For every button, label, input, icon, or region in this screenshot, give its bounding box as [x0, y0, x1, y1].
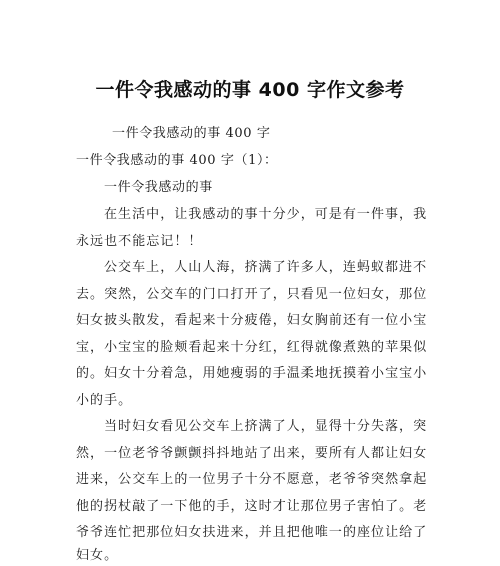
paragraph-line: 妇女披头散发，看起来十分疲倦，妇女胸前还有一位小宝 — [76, 313, 428, 328]
paragraph-line: 爷爷连忙把那位妇女扶进来，并且把他唯一的座位让给了 — [76, 525, 428, 540]
paragraph-line: 然，一位老爷爷颤颤抖抖地站了出来，要所有人都让妇女 — [76, 446, 428, 461]
paragraph-line: 小的手。 — [76, 393, 133, 408]
paragraph-line: 进来，公交车上的一位男子十分不愿意，老爷爷突然拿起 — [76, 472, 428, 487]
paragraph-line: 当时妇女看见公交车上挤满了人，显得十分失落，突 — [104, 419, 428, 434]
paragraph-line: 的。妇女十分着急，用她瘦弱的手温柔地抚摸着小宝宝小 — [76, 366, 428, 381]
paragraph-line: 宝，小宝宝的脸颊看起来十分红，红得就像煮熟的苹果似 — [76, 340, 428, 355]
paragraph-line: 在生活中，让我感动的事十分少，可是有一件事，我 — [104, 207, 428, 222]
document-title: 一件令我感动的事 400 字作文参考 — [95, 79, 405, 101]
essay-title: 一件令我感动的事 — [104, 180, 213, 195]
paragraph-line: 永远也不能忘记！！ — [76, 234, 203, 249]
section-heading: 一件令我感动的事 400 字（1）： — [76, 153, 278, 168]
paragraph-line: 公交车上，人山人海，挤满了许多人，连蚂蚁都进不 — [104, 260, 428, 275]
document-subtitle: 一件令我感动的事 400 字 — [112, 126, 271, 141]
paragraph-line: 他的拐杖敲了一下他的手，这时才让那位男子害怕了。老 — [76, 499, 428, 514]
paragraph-line: 去。突然，公交车的门口打开了，只看见一位妇女，那位 — [76, 287, 428, 302]
paragraph-line: 妇女。 — [76, 548, 119, 563]
